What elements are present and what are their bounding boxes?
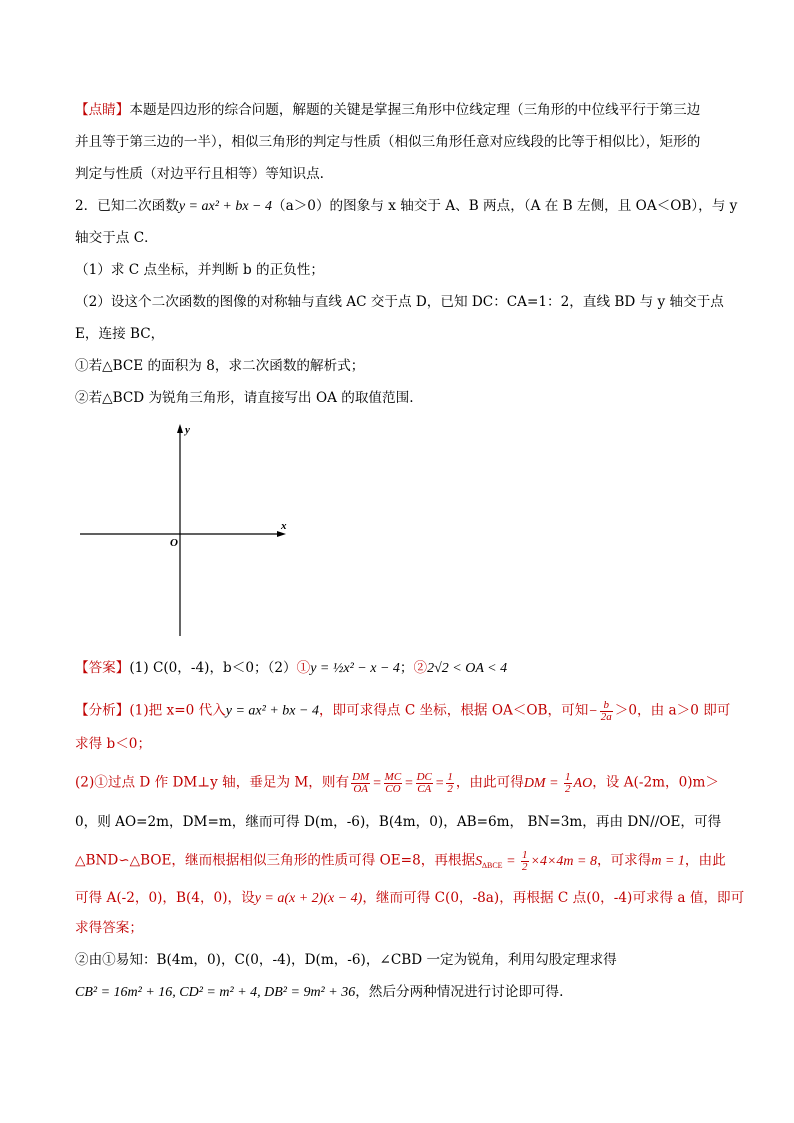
answer-line <box>75 658 507 679</box>
answer-separator: ； <box>399 660 414 676</box>
problem-formula: y = ax² + bx − 4 <box>178 199 272 214</box>
y-axis-label: y <box>185 424 190 436</box>
analysis-text-1c: ＞0，由 a＞0 即可 <box>614 702 731 719</box>
comment-text-3: 判定与性质（对边平行且相等）等知识点. <box>75 166 325 182</box>
analysis-text-5a: △BND∽△BOE，继而根据相似三角形的性质可得 OE=8，再根据 <box>75 852 476 869</box>
problem-condition: （a＞0）的图象与 x 轴交于 A、B 两点，（A 在 B 左侧，且 OA＜OB），与 y <box>272 198 738 214</box>
y-axis-arrow <box>177 424 183 433</box>
comment-tag: 【点睛】 <box>75 102 130 118</box>
comment-line-3 <box>75 164 324 184</box>
analysis-line-2 <box>75 734 151 754</box>
answer-tag: 【答案】 <box>75 660 130 676</box>
analysis-text-6a: 可得 A(-2，0)，B(4，0)，设 <box>75 890 255 906</box>
comment-line-1 <box>75 100 700 120</box>
problem-line-2 <box>75 228 158 248</box>
m-equals-one: m = 1 <box>651 853 685 869</box>
analysis-text-3b: ，由此可得 <box>455 774 524 791</box>
question-2 <box>75 292 724 312</box>
analysis-text-5b: ，可求得 <box>596 852 652 869</box>
problem-text-2: 轴交于点 C． <box>75 230 158 246</box>
analysis-text-5c: ，由此 <box>684 852 726 869</box>
answer-part-1: (1) C(0，-4)，b＜0；（2） <box>129 660 297 676</box>
analysis-formula-6: y = a(x + 2)(x − 4) <box>254 891 363 906</box>
analysis-text-6b: ，继而可得 C(0，-8a)，再根据 C 点(0，-4)可求得 a 值，即可 <box>362 890 745 906</box>
analysis-line-4 <box>75 812 721 832</box>
answer-formula-1: y = ½x² − x − 4 <box>310 661 400 676</box>
analysis-text-3c: ，设 A(-2m，0)m＞ <box>592 774 720 791</box>
analysis-text-3a: (2)①过点 D 作 DM⊥y 轴，垂足为 M，则有 <box>75 774 350 791</box>
analysis-line-6 <box>75 888 744 909</box>
question-1-text: （1）求 C 点坐标，并判断 b 的正负性； <box>75 262 324 278</box>
analysis-text-1a: (1)把 x=0 代入 <box>129 702 226 719</box>
analysis-text-9: ，然后分两种情况进行讨论即可得. <box>355 984 564 1000</box>
analysis-text-1b: ，即可求得点 C 坐标，根据 OA＜OB，可知 <box>318 702 589 719</box>
x-axis-label: x <box>281 520 287 532</box>
dm-equation: DM = $\frac{1}{2}$ AO <box>523 771 593 795</box>
origin-label: O <box>170 537 178 549</box>
analysis-line-7 <box>75 918 143 938</box>
question-2-1-text: ①若△BCE 的面积为 8，求二次函数的解析式； <box>75 358 365 374</box>
answer-formula-2: 2√2 < OA < 4 <box>427 661 508 676</box>
ratio-equation: $\frac{DM}{OA}$ = $\frac{MC}{CO}$ = $\frac{DC}{CA}$ = $\frac{1}{2}$ <box>352 771 453 795</box>
area-equation: $S_{\Delta BCE}$ = $\frac{1}{2}$ ×4×4m = 8 <box>475 849 597 873</box>
analysis-tag: 【分析】 <box>75 702 130 719</box>
analysis-line-1 <box>75 700 730 723</box>
question-2-2 <box>75 388 414 408</box>
comment-text-2: 并且等于第三边的一半），相似三角形的判定与性质（相似三角形任意对应线段的比等于相似比），矩形的 <box>75 134 701 150</box>
neg-b-over-2a: − $\frac{b}{2a}$ <box>588 699 612 723</box>
answer-circle-1: ① <box>296 660 311 676</box>
analysis-line-9 <box>75 982 563 1003</box>
analysis-line-3 <box>75 772 719 795</box>
question-2-2-text: ②若△BCD 为锐角三角形，请直接写出 OA 的取值范围. <box>75 390 414 406</box>
question-2-text-cont: E，连接 BC， <box>75 326 165 342</box>
problem-line-1 <box>75 196 737 217</box>
analysis-line-8 <box>75 950 617 970</box>
question-1 <box>75 260 324 280</box>
answer-circle-2: ② <box>413 660 428 676</box>
question-2-1 <box>75 356 364 376</box>
question-2-cont <box>75 324 164 344</box>
comment-line-2 <box>75 132 700 152</box>
question-2-text: （2）设这个二次函数的图像的对称轴与直线 AC 交于点 D，已知 DC：CA=1：2，直线 BD 与 y 轴交于点 <box>75 294 724 310</box>
analysis-formula-1: y = ax² + bx − 4 <box>225 703 319 719</box>
analysis-text-4: 0，则 AO=2m，DM=m，继而可得 D(m，-6)，B(4m，0)，AB=6m， BN=3m，再由 DN//OE，可得 <box>75 814 722 830</box>
problem-intro: 2．已知二次函数 <box>75 198 179 214</box>
coordinate-axes-figure <box>70 420 300 642</box>
comment-text-1: 本题是四边形的综合问题，解题的关键是掌握三角形中位线定理（三角形的中位线平行于第三边 <box>129 102 701 118</box>
analysis-text-7: 求得答案； <box>75 920 143 936</box>
analysis-text-8: ②由①易知：B(4m，0)，C(0，-4)，D(m，-6)，∠CBD 一定为锐角，利用勾股定理求得 <box>75 952 617 968</box>
analysis-text-2: 求得 b＜0； <box>75 736 152 752</box>
pythagorean-formulas: CB² = 16m² + 16, CD² = m² + 4, DB² = 9m² + 36 <box>75 985 356 1000</box>
analysis-line-5 <box>75 850 726 876</box>
